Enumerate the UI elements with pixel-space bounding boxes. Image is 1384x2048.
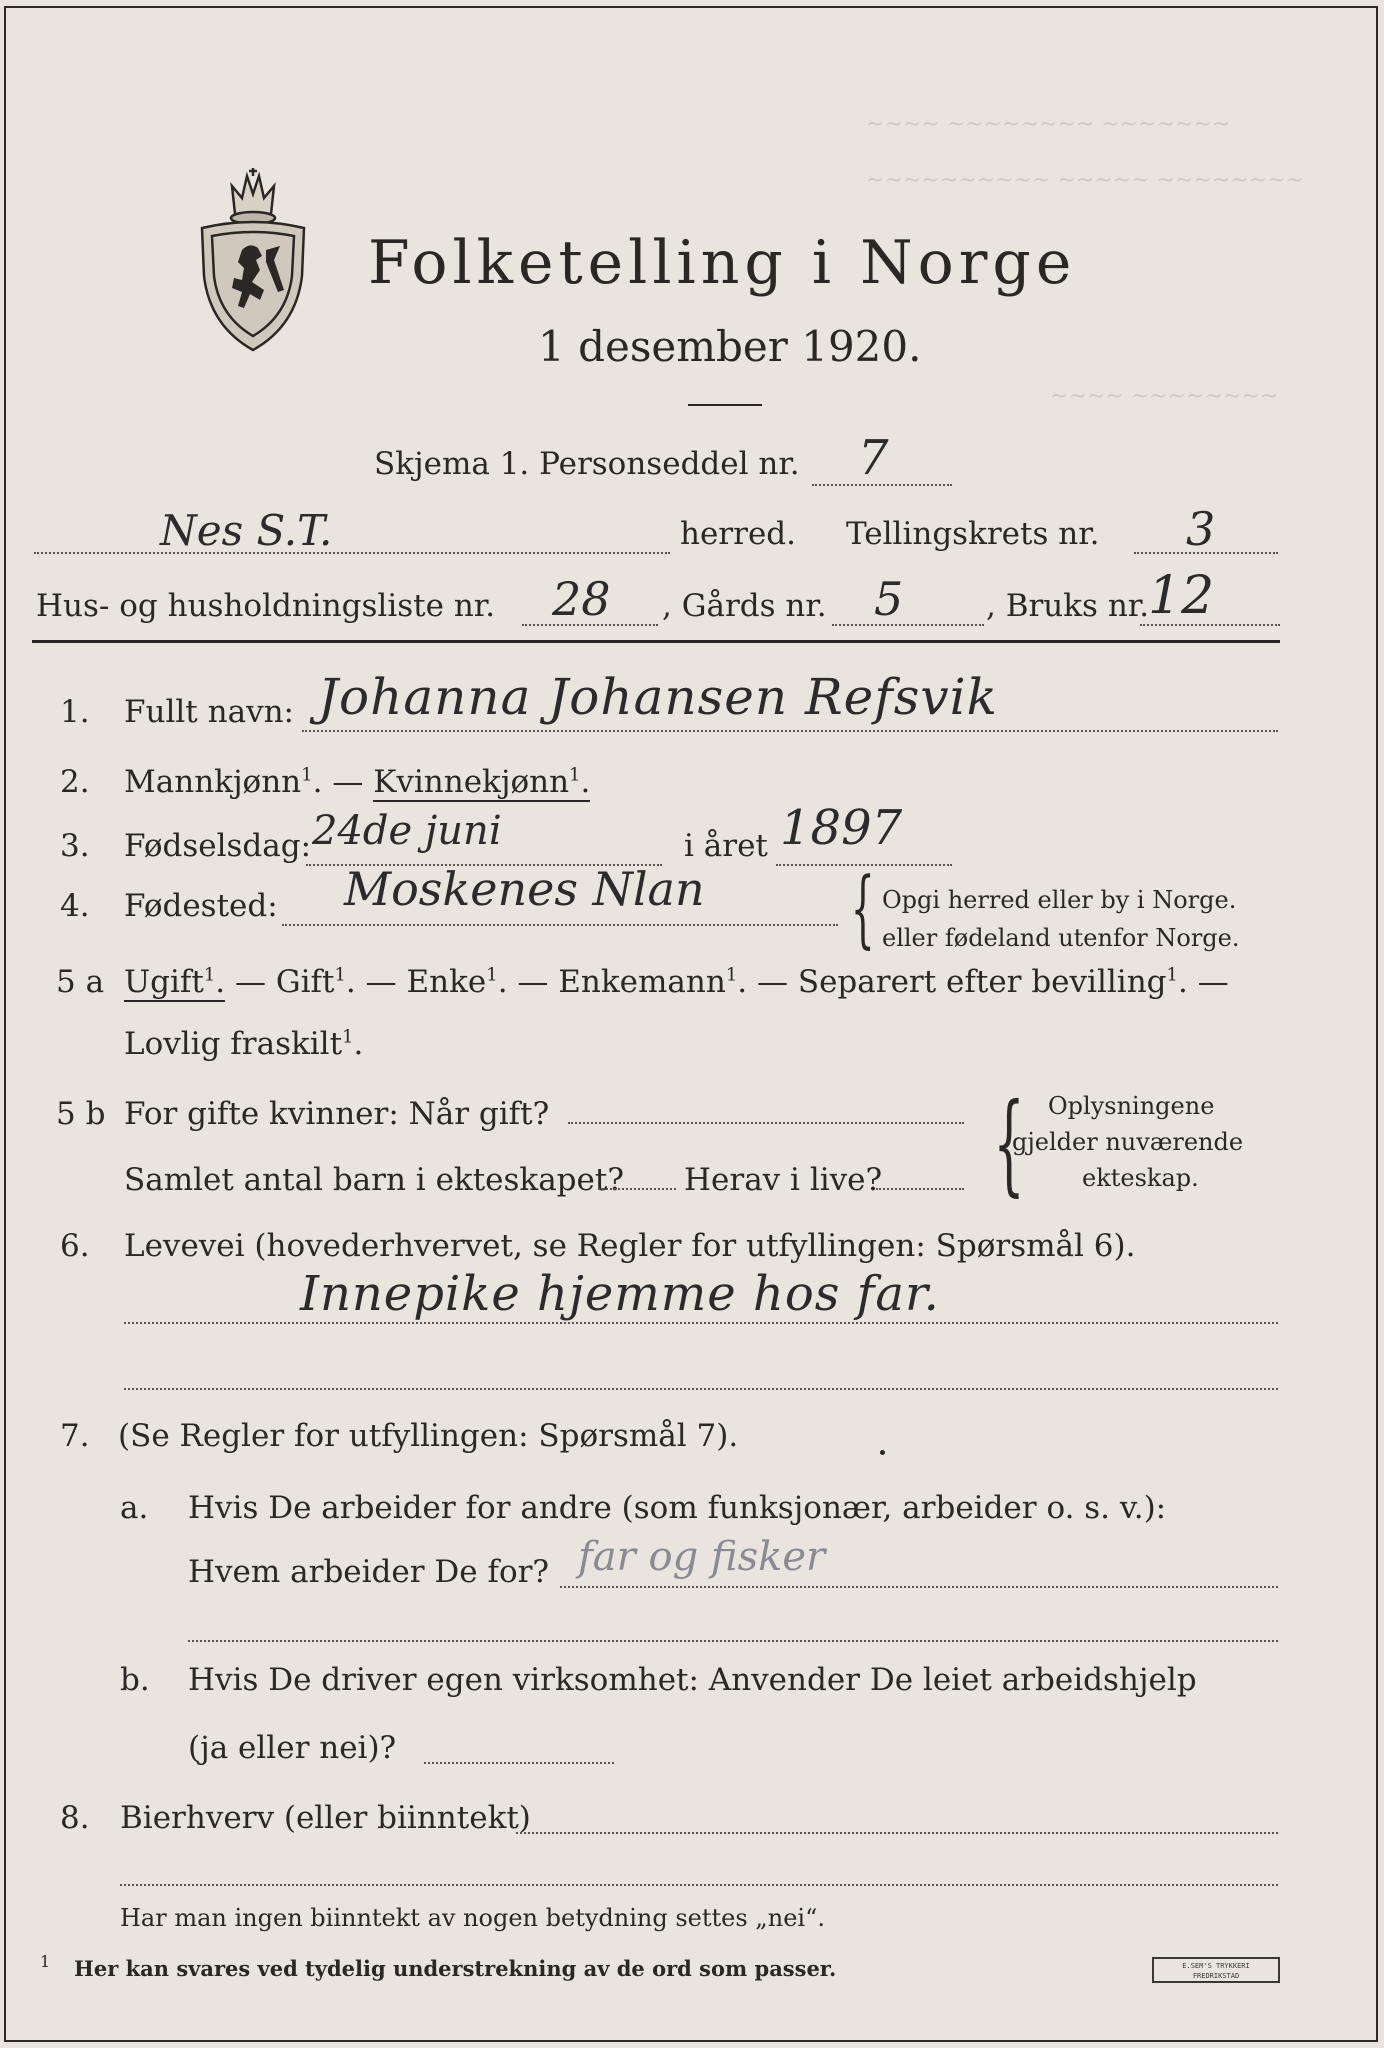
q7a-letter: a. [120,1490,149,1526]
q5b-alive-line[interactable] [876,1188,964,1190]
q7a-text: Hvis De arbeider for andre (som funksjonær, arbeider o. s. v.): [188,1490,1167,1526]
q3-label: Fødselsdag: [124,828,312,864]
show-through-text: ~~~~~~~~~~ ~~~~~ ~~~~~~~~ [866,168,1304,193]
title-divider [688,404,762,406]
q5b-note-3: ekteskap. [1082,1164,1199,1192]
q6-number: 6. [60,1228,90,1264]
q2-male-option[interactable]: Mannkjønn$^1$. [124,764,323,800]
q5b-married-line[interactable] [568,1122,964,1124]
form-date: 1 desember 1920. [538,322,922,371]
husliste-number[interactable]: 28 [552,572,611,626]
q5a-ugift-option[interactable]: Ugift$^1$. [124,964,226,1000]
q4-label: Fødested: [124,888,278,924]
q7-label: (Se Regler for utfyllingen: Spørsmål 7). [118,1418,739,1454]
show-through-text: ~~~~ ~~~~~~~~ [1050,384,1279,409]
q7b-text: Hvis De driver egen virksomhet: Anvender De leiet arbeidshjelp [188,1662,1197,1698]
q5b-children-line[interactable] [598,1188,676,1190]
q7-number: 7. [60,1418,90,1454]
gards-label: , Gårds nr. [662,588,827,624]
q5b-brace: { [993,1079,1025,1207]
husliste-label: Hus- og husholdningsliste nr. [36,588,496,624]
q8-line[interactable] [516,1832,1278,1834]
q6-occupation[interactable]: Innepike hjemme hos far. [300,1266,940,1322]
q5b-number: 5 b [56,1096,106,1132]
herred-label: herred. [680,516,796,552]
footnote-text: Her kan svares ved tydelig understrekning av de ord som passer. [74,1956,837,1981]
q1-full-name[interactable]: Johanna Johansen Refsvik [318,668,998,726]
show-through-text: ~~~~ ~~~~~~~~ ~~~~~~~ [866,112,1231,137]
q3-birth-year[interactable]: 1897 [780,800,903,856]
q3-number: 3. [60,828,90,864]
q2-separator: — [332,764,364,800]
bruks-label: , Bruks nr. [986,588,1150,624]
q5b-line1-label: For gifte kvinner: Når gift? [124,1096,550,1132]
personseddel-number[interactable]: 7 [858,430,889,486]
q5b-note-2: gjelder nuværende [1012,1128,1244,1156]
q7a-question: Hvem arbeider De for? [188,1554,550,1590]
form-title: Folketelling i Norge [368,228,1077,298]
gards-number[interactable]: 5 [874,572,904,626]
q4-number: 4. [60,888,90,924]
footer-note: Har man ingen biinntekt av nogen betydning settes „nei“. [120,1904,825,1932]
q1-label: Fullt navn: [124,694,294,730]
q5a-enkemann-option[interactable]: Enkemann$^1$. [558,964,748,1000]
q2-number: 2. [60,764,90,800]
q5a-enke-option[interactable]: Enke$^1$. [406,964,508,1000]
q5b-note-1: Oplysningene [1048,1092,1215,1120]
ink-speck [880,1450,885,1455]
header-divider [32,640,1280,643]
q8-line-2[interactable] [120,1884,1278,1886]
q5a-separert-option[interactable]: Separert efter bevilling$^1$. [797,964,1188,1000]
q6-line-1 [124,1322,1278,1324]
herred-value[interactable]: Nes S.T. [160,506,333,555]
q5a-lovlig-option[interactable]: Lovlig fraskilt$^1$. [124,1026,364,1062]
q4-birthplace[interactable]: Moskenes Nlan [344,862,705,916]
q7a-line-2[interactable] [188,1640,1278,1642]
q6-line-2[interactable] [124,1388,1278,1390]
norway-coat-of-arms-icon [192,158,314,358]
q7b-line[interactable] [424,1762,614,1764]
q6-label: Levevei (hovederhvervet, se Regler for utfyllingen: Spørsmål 6). [124,1228,1136,1264]
tellingskrets-number[interactable]: 3 [1186,502,1216,556]
bruks-number[interactable]: 12 [1148,566,1215,626]
skjema-label: Skjema 1. Personseddel nr. [374,446,800,482]
q2-female-option[interactable]: Kvinnekjønn$^1$. [373,764,591,800]
q5b-children-label: Samlet antal barn i ekteskapet? [124,1162,624,1198]
q3-year-label: i året [684,828,768,864]
q8-number: 8. [60,1800,90,1836]
q5b-alive-label: Herav i live? [684,1162,883,1198]
q5a-gift-option[interactable]: Gift$^1$. [275,964,356,1000]
q3-birth-date[interactable]: 24de juni [312,808,502,854]
footnote-mark: 1 [40,1952,51,1971]
gards-line [832,624,984,626]
q1-line [302,730,1278,732]
q7b-letter: b. [120,1662,150,1698]
q5a-number: 5 a [56,964,105,1000]
q5a-status-row: Ugift$^1$. — Gift$^1$. — Enke$^1$. — Enkemann$^1$. — Separert efter bevilling$^1$. — [124,964,1229,1000]
q8-label: Bierhverv (eller biinntekt) [120,1800,531,1836]
q4-line [282,924,838,926]
q4-brace: { [850,859,875,957]
herred-line [34,552,670,554]
q4-hint-1: Opgi herred eller by i Norge. [882,886,1237,914]
printer-mark: E.SEM'S TRYKKERI FREDRIKSTAD [1152,1957,1280,1983]
q1-number: 1. [60,694,90,730]
tellingskrets-label: Tellingskrets nr. [846,516,1100,552]
q7a-line [560,1586,1278,1588]
q7a-employer[interactable]: far og fisker [578,1534,826,1580]
q2-gender-row [124,764,590,800]
q7b-question: (ja eller nei)? [188,1730,397,1766]
q4-hint-2: eller fødeland utenfor Norge. [882,924,1240,952]
